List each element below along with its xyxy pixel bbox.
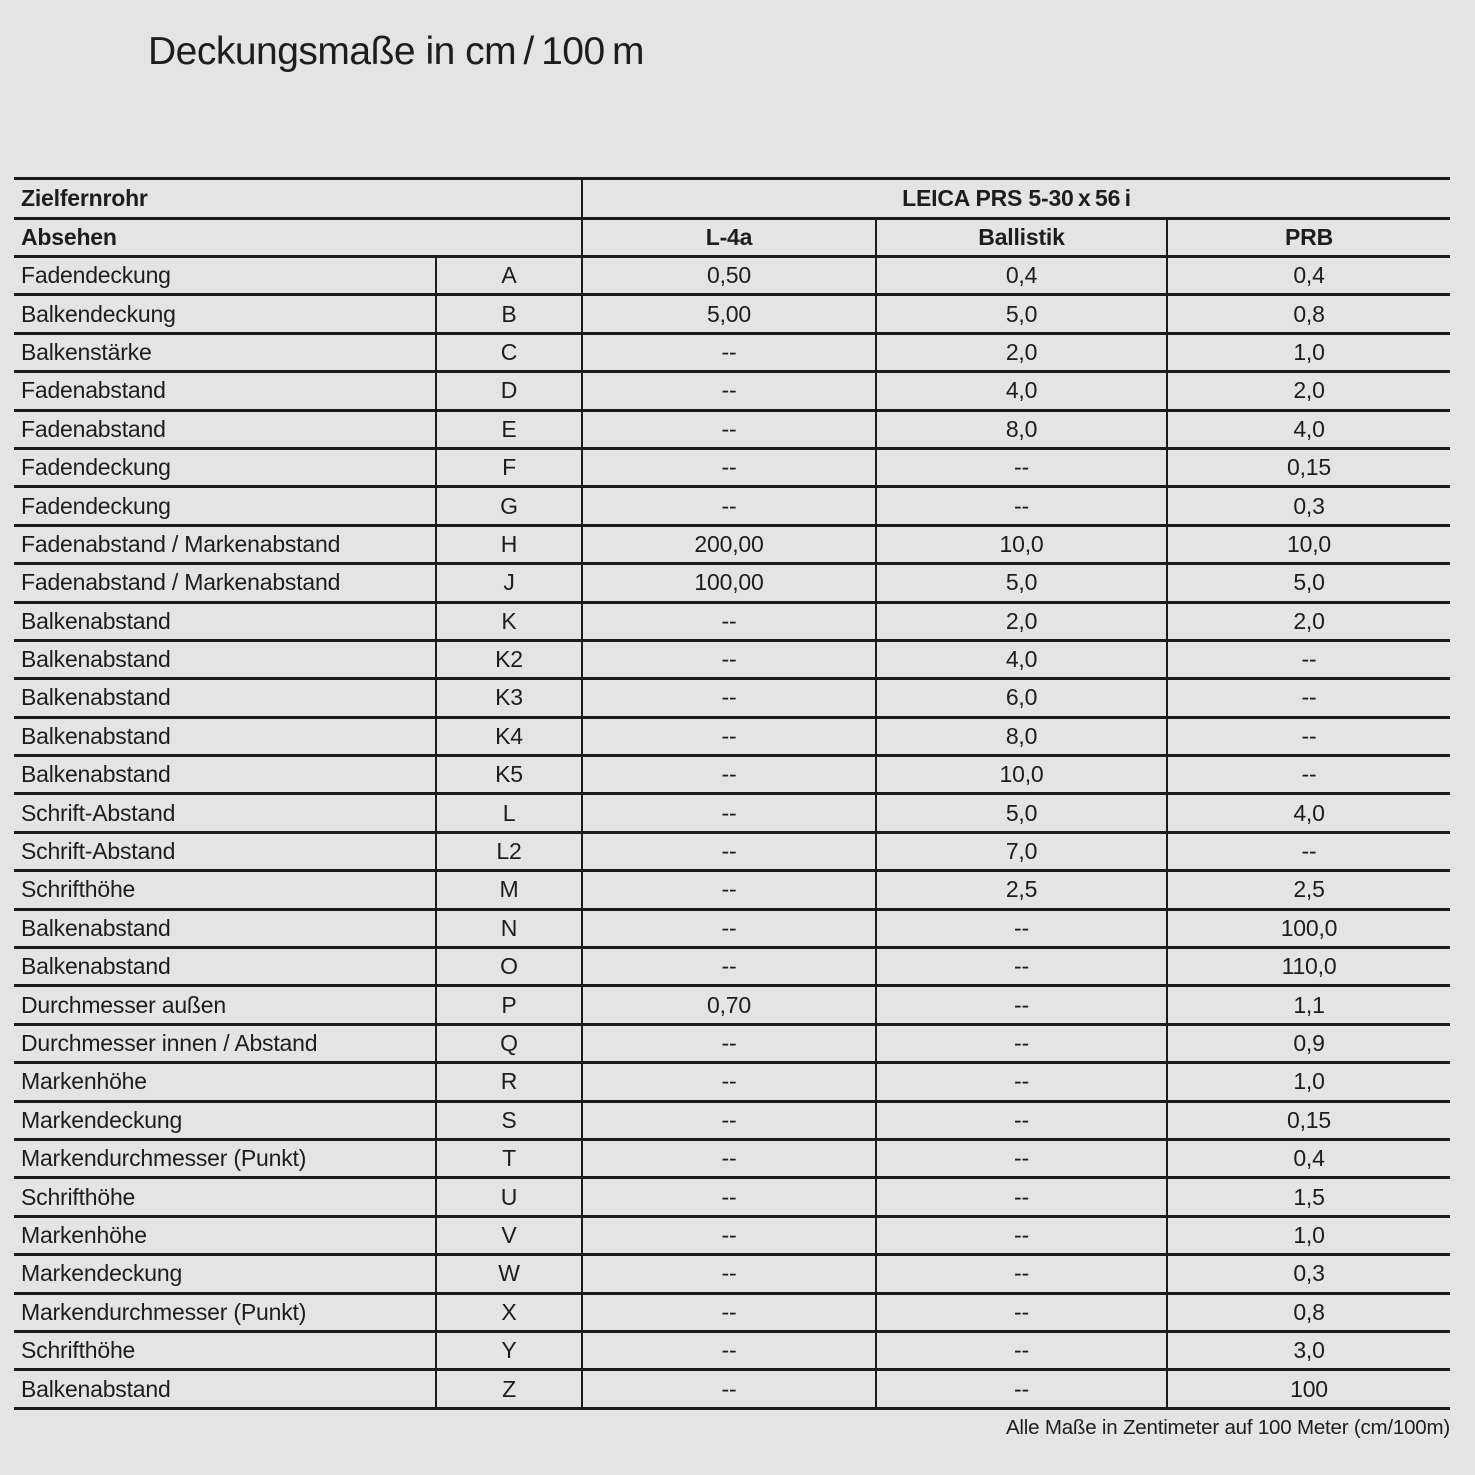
measure-label: Durchmesser außen (21, 991, 226, 1018)
measure-label: Schrifthöhe (21, 876, 136, 903)
value-ballistik: 2,0 (875, 335, 1166, 370)
value-l4a: -- (581, 412, 875, 447)
measure-label: Durchmesser innen / Abstand (21, 1030, 318, 1056)
value-prb: 0,9 (1166, 1026, 1450, 1061)
value-l4a: -- (581, 719, 875, 754)
table-row (14, 527, 1450, 565)
value-l4a: -- (581, 1218, 875, 1253)
value-ballistik: 6,0 (875, 680, 1166, 715)
table-row (14, 1064, 1450, 1102)
value-ballistik: 4,0 (875, 642, 1166, 677)
value-prb: 2,5 (1166, 872, 1450, 907)
measure-label: Fadendeckung (21, 262, 171, 289)
value-ballistik: -- (875, 1218, 1166, 1253)
value-prb: 1,1 (1166, 987, 1450, 1022)
measure-letter: B (435, 296, 581, 331)
value-l4a: -- (581, 834, 875, 869)
measure-letter: A (435, 258, 581, 293)
measure-letter: P (435, 987, 581, 1022)
measure-label: Schrift-Abstand (21, 799, 176, 826)
value-l4a: -- (581, 872, 875, 907)
measure-letter: W (435, 1256, 581, 1291)
measure-label: Schrifthöhe (21, 1183, 136, 1210)
value-ballistik: 4,0 (875, 373, 1166, 408)
value-prb: 5,0 (1166, 565, 1450, 600)
value-prb: 100,0 (1166, 911, 1450, 946)
value-prb: 1,5 (1166, 1179, 1450, 1214)
table-row (14, 719, 1450, 757)
measure-label: Fadenabstand (21, 377, 166, 404)
value-l4a: -- (581, 757, 875, 792)
value-l4a: -- (581, 1103, 875, 1138)
measure-label: Fadendeckung (21, 454, 171, 481)
measure-letter: O (435, 949, 581, 984)
measure-letter: H (435, 527, 581, 562)
value-prb: 100 (1166, 1371, 1450, 1406)
table-header-scope-row (14, 180, 1450, 220)
measure-label: Balkenabstand (21, 684, 171, 711)
table-row (14, 604, 1450, 642)
measure-letter: C (435, 335, 581, 370)
table-row (14, 412, 1450, 450)
value-ballistik: 5,0 (875, 296, 1166, 331)
value-prb: 0,3 (1166, 1256, 1450, 1291)
value-l4a: -- (581, 1064, 875, 1099)
value-ballistik: -- (875, 1026, 1166, 1061)
measure-label: Balkenabstand (21, 761, 171, 788)
measure-label: Markendurchmesser (Punkt) (21, 1145, 307, 1172)
measure-letter: Q (435, 1026, 581, 1061)
value-prb: -- (1166, 680, 1450, 715)
value-ballistik: -- (875, 1295, 1166, 1330)
value-l4a: -- (581, 642, 875, 677)
measure-label: Schrifthöhe (21, 1337, 136, 1364)
measure-letter: S (435, 1103, 581, 1138)
table-row (14, 1026, 1450, 1064)
measure-letter: L2 (435, 834, 581, 869)
value-prb: -- (1166, 834, 1450, 869)
measure-letter: F (435, 450, 581, 485)
column-header-l4a: L-4a (581, 220, 875, 255)
value-ballistik: -- (875, 488, 1166, 523)
value-prb: 0,15 (1166, 1103, 1450, 1138)
value-l4a: 5,00 (581, 296, 875, 331)
value-ballistik: -- (875, 949, 1166, 984)
page-title: Deckungsmaße in cm / 100 m (148, 30, 644, 73)
value-ballistik: -- (875, 1141, 1166, 1176)
value-l4a: -- (581, 604, 875, 639)
measure-letter: E (435, 412, 581, 447)
value-l4a: -- (581, 373, 875, 408)
value-l4a: -- (581, 1256, 875, 1291)
coverage-measures-table (14, 177, 1450, 1410)
value-prb: -- (1166, 642, 1450, 677)
measure-label: Balkendeckung (21, 300, 176, 327)
table-row (14, 1103, 1450, 1141)
table-row (14, 1179, 1450, 1217)
value-l4a: 0,50 (581, 258, 875, 293)
measure-letter: K5 (435, 757, 581, 792)
table-row (14, 834, 1450, 872)
value-ballistik: 7,0 (875, 834, 1166, 869)
value-l4a: -- (581, 795, 875, 830)
value-l4a: 0,70 (581, 987, 875, 1022)
value-prb: -- (1166, 757, 1450, 792)
value-prb: 1,0 (1166, 1218, 1450, 1253)
measure-label: Balkenstärke (21, 338, 152, 365)
value-ballistik: 10,0 (875, 527, 1166, 562)
column-header-ballistik: Ballistik (875, 220, 1166, 255)
table-row (14, 680, 1450, 718)
table-body (14, 258, 1450, 1410)
value-prb: 1,0 (1166, 1064, 1450, 1099)
table-row (14, 1141, 1450, 1179)
table-row (14, 1256, 1450, 1294)
value-l4a: -- (581, 1333, 875, 1368)
value-ballistik: 0,4 (875, 258, 1166, 293)
value-prb: 0,15 (1166, 450, 1450, 485)
value-prb: 0,4 (1166, 258, 1450, 293)
measure-letter: T (435, 1141, 581, 1176)
table-row (14, 1295, 1450, 1333)
measure-letter: K4 (435, 719, 581, 754)
measure-label: Markendeckung (21, 1260, 183, 1287)
measure-label: Balkenabstand (21, 646, 171, 673)
value-ballistik: 2,0 (875, 604, 1166, 639)
measure-letter: R (435, 1064, 581, 1099)
table-row (14, 296, 1450, 334)
table-row (14, 488, 1450, 526)
value-l4a: -- (581, 335, 875, 370)
value-ballistik: -- (875, 987, 1166, 1022)
value-ballistik: 2,5 (875, 872, 1166, 907)
value-l4a: 100,00 (581, 565, 875, 600)
value-l4a: -- (581, 680, 875, 715)
measure-letter: G (435, 488, 581, 523)
measure-label: Markendeckung (21, 1106, 183, 1133)
measure-letter: K2 (435, 642, 581, 677)
value-prb: 0,3 (1166, 488, 1450, 523)
measure-label: Balkenabstand (21, 607, 171, 634)
value-prb: 4,0 (1166, 795, 1450, 830)
measure-label: Markenhöhe (21, 1221, 147, 1248)
value-ballistik: -- (875, 911, 1166, 946)
value-prb: 0,8 (1166, 296, 1450, 331)
scope-model-header: LEICA PRS 5-30 x 56 i (581, 180, 1450, 217)
table-row (14, 642, 1450, 680)
value-prb: 10,0 (1166, 527, 1450, 562)
value-prb: 2,0 (1166, 373, 1450, 408)
value-l4a: -- (581, 488, 875, 523)
measure-letter: Z (435, 1371, 581, 1406)
table-row (14, 1333, 1450, 1371)
value-prb: 1,0 (1166, 335, 1450, 370)
value-ballistik: -- (875, 1333, 1166, 1368)
measure-label: Fadenabstand / Markenabstand (21, 530, 341, 557)
value-prb: 2,0 (1166, 604, 1450, 639)
table-row (14, 1218, 1450, 1256)
value-prb: 0,4 (1166, 1141, 1450, 1176)
table-row (14, 911, 1450, 949)
measure-label: Balkenabstand (21, 953, 171, 980)
value-l4a: -- (581, 911, 875, 946)
table-row (14, 872, 1450, 910)
measure-label: Balkenabstand (21, 914, 171, 941)
table-row (14, 949, 1450, 987)
table-row (14, 335, 1450, 373)
value-prb: 4,0 (1166, 412, 1450, 447)
value-ballistik: -- (875, 450, 1166, 485)
measure-letter: N (435, 911, 581, 946)
value-ballistik: 8,0 (875, 412, 1166, 447)
measure-letter: D (435, 373, 581, 408)
measure-label: Markenhöhe (21, 1068, 147, 1095)
measure-letter: L (435, 795, 581, 830)
value-ballistik: 8,0 (875, 719, 1166, 754)
measure-label: Fadenabstand / Markenabstand (21, 569, 341, 596)
table-row (14, 373, 1450, 411)
scope-column-header: Zielfernrohr (21, 185, 148, 211)
value-ballistik: 10,0 (875, 757, 1166, 792)
value-l4a: -- (581, 1026, 875, 1061)
value-l4a: -- (581, 1141, 875, 1176)
value-l4a: -- (581, 1179, 875, 1214)
table-row (14, 450, 1450, 488)
measure-label: Balkenabstand (21, 722, 171, 749)
reticle-column-header: Absehen (21, 224, 117, 250)
value-l4a: 200,00 (581, 527, 875, 562)
measure-letter: V (435, 1218, 581, 1253)
value-l4a: -- (581, 450, 875, 485)
value-ballistik: -- (875, 1256, 1166, 1291)
units-footnote: Alle Maße in Zentimeter auf 100 Meter (cm/100m) (1005, 1416, 1450, 1439)
table-header-reticle-row (14, 220, 1450, 258)
table-row (14, 1371, 1450, 1409)
measure-letter: J (435, 565, 581, 600)
value-prb: 3,0 (1166, 1333, 1450, 1368)
measure-letter: M (435, 872, 581, 907)
measure-letter: U (435, 1179, 581, 1214)
column-header-prb: PRB (1166, 220, 1450, 255)
value-ballistik: -- (875, 1179, 1166, 1214)
value-ballistik: 5,0 (875, 565, 1166, 600)
measure-letter: K3 (435, 680, 581, 715)
value-l4a: -- (581, 1371, 875, 1406)
table-row (14, 795, 1450, 833)
value-prb: 0,8 (1166, 1295, 1450, 1330)
table-row (14, 987, 1450, 1025)
value-ballistik: -- (875, 1103, 1166, 1138)
measure-label: Fadendeckung (21, 492, 171, 519)
value-ballistik: 5,0 (875, 795, 1166, 830)
value-prb: -- (1166, 719, 1450, 754)
measure-label: Markendurchmesser (Punkt) (21, 1298, 307, 1325)
table-row (14, 757, 1450, 795)
table-row (14, 258, 1450, 296)
measure-letter: X (435, 1295, 581, 1330)
value-ballistik: -- (875, 1064, 1166, 1099)
measure-letter: K (435, 604, 581, 639)
measure-label: Schrift-Abstand (21, 838, 176, 865)
value-ballistik: -- (875, 1371, 1166, 1406)
table-row (14, 565, 1450, 603)
measure-label: Balkenabstand (21, 1375, 171, 1402)
value-l4a: -- (581, 1295, 875, 1330)
measure-letter: Y (435, 1333, 581, 1368)
value-prb: 110,0 (1166, 949, 1450, 984)
value-l4a: -- (581, 949, 875, 984)
measure-label: Fadenabstand (21, 415, 166, 442)
